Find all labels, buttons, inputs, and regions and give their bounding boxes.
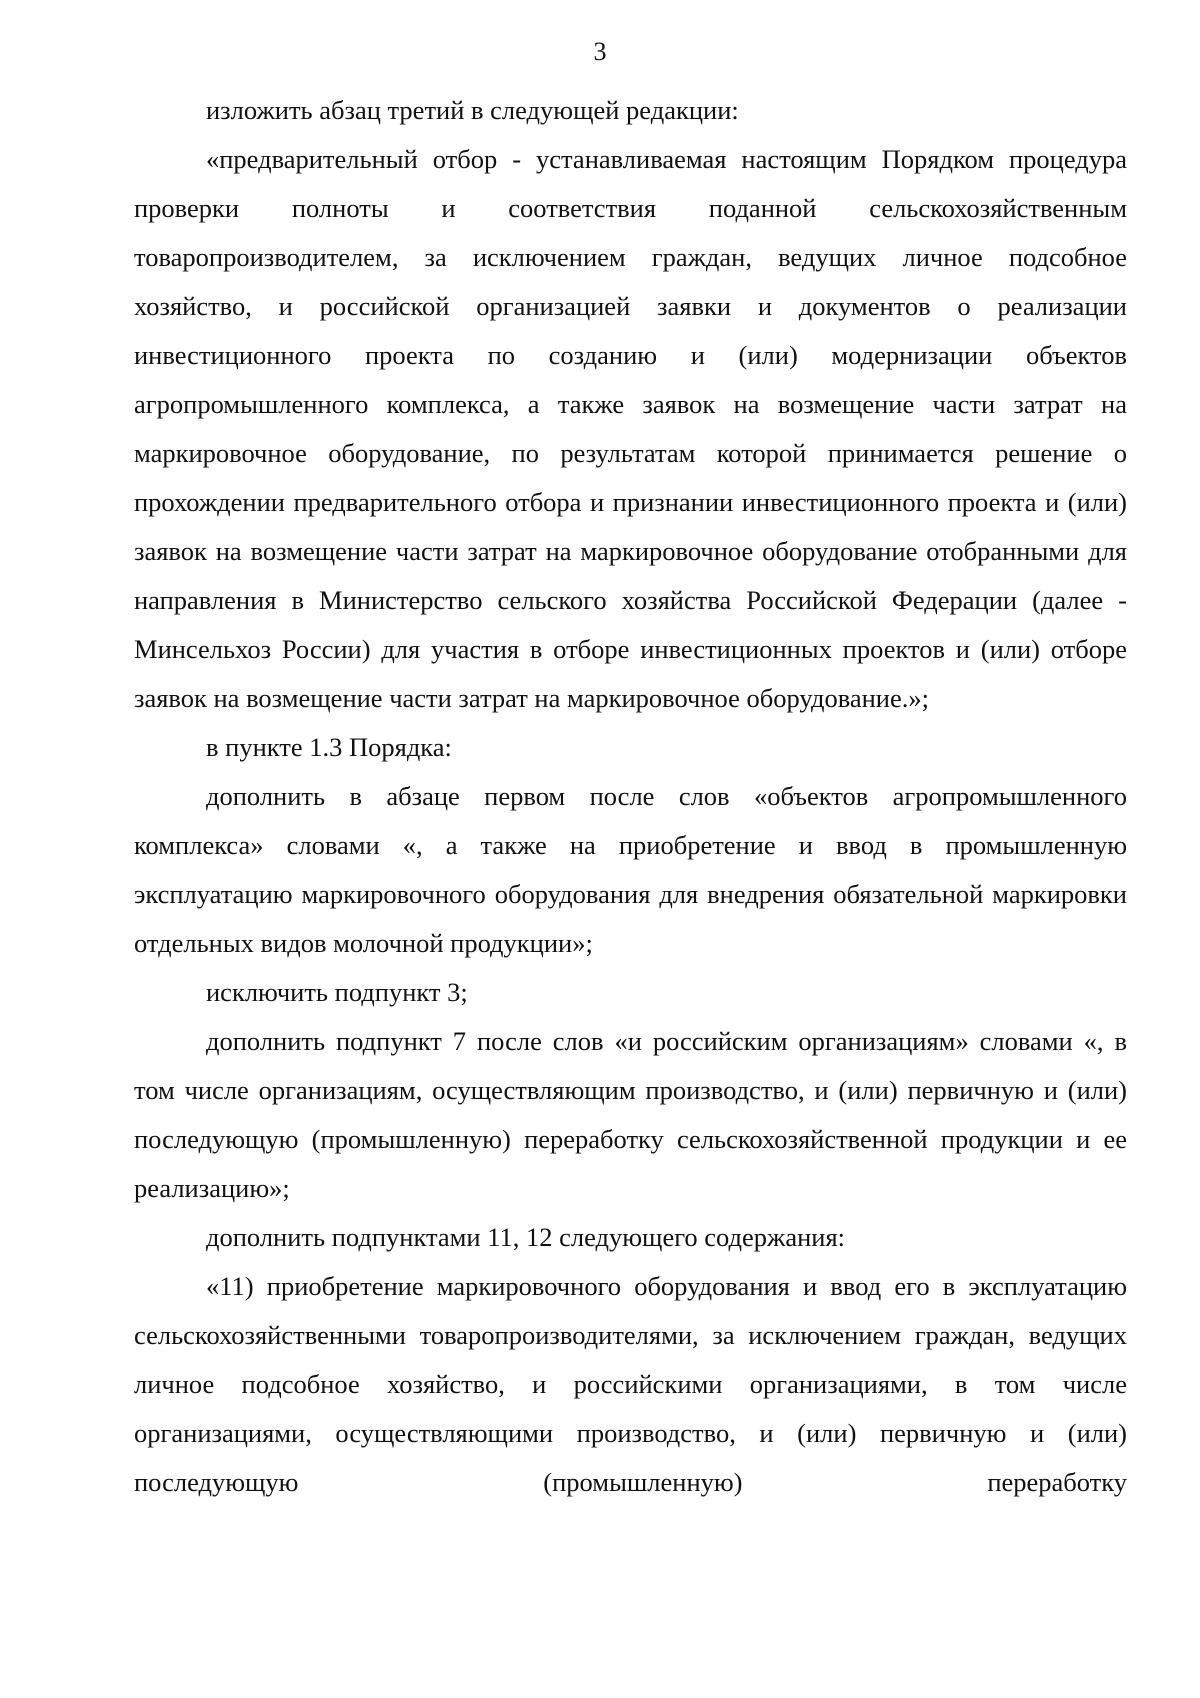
document-body	[134, 86, 1127, 1507]
paragraph-exclude-subpoint-3: исключить подпункт 3;	[206, 977, 468, 1007]
paragraph-supplement-first-abzac: дополнить в абзаце первом после слов «объектов агропромышленного комплекса» словами «, а также на приобретение и ввод в промышленную эксплуатацию маркировочного оборудования для внедрения обязательной маркировки отдельных видов молочной продукции»;	[134, 781, 1127, 958]
paragraph-add-subpoints-11-12: дополнить подпунктами 11, 12 следующего содержания:	[206, 1222, 846, 1252]
paragraph-preliminary-selection-definition: «предварительный отбор - устанавливаемая настоящим Порядком процедура проверки полноты и соответствия поданной сельскохозяйственным товаропроизводителем, за исключением граждан, ведущих личное подсобное хозяйство, и российской организацией заявки и документов о реализации инвестиционного проекта по созданию и (или) модернизации объектов агропромышленного комплекса, а также заявок на возмещение части затрат на маркировочное оборудование, по результатам которой принимается решение о прохождении предварительного отбора и признании инвестиционного проекта и (или) заявок на возмещение части затрат на маркировочное оборудование отобранными для направления в Министерство сельского хозяйства Российской Федерации (далее - Минсельхоз России) для участия в отборе инвестиционных проектов и (или) отборе заявок на возмещение части затрат на маркировочное оборудование.»;	[134, 144, 1127, 713]
page-number: 3	[593, 37, 607, 66]
paragraph-subpoint-11: «11) приобретение маркировочного оборудования и ввод его в эксплуатацию сельскохозяйственными товаропроизводителями, за исключением граждан, ведущих личное подсобное хозяйство, и российскими организациями, в том числе организациями, осуществляющими производство, и (или) первичную и (или) последующую (промышленную) переработку	[134, 1271, 1127, 1497]
paragraph-supplement-subpoint-7: дополнить подпункт 7 после слов «и российским организациям» словами «, в том числе организациям, осуществляющим производство, и (или) первичную и (или) последующую (промышленную) переработку сельскохозяйственной продукции и ее реализацию»;	[134, 1026, 1127, 1203]
paragraph-instruction-third-abzac: изложить абзац третий в следующей редакции:	[206, 95, 739, 125]
paragraph-point-1-3: в пункте 1.3 Порядка:	[206, 732, 452, 762]
